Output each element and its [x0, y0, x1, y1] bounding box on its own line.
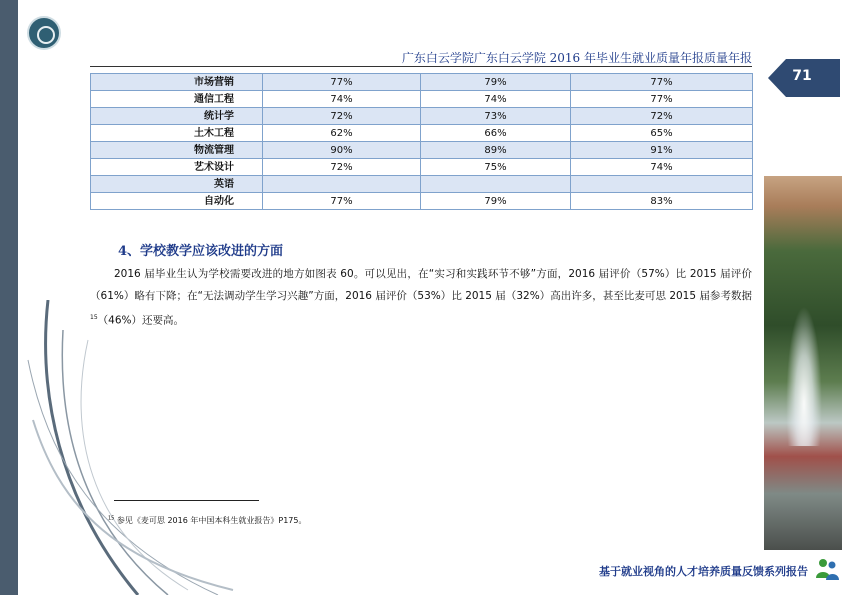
table-row: [91, 142, 753, 159]
fountain-spray: [786, 306, 822, 446]
table-cell: 73%: [421, 108, 571, 125]
table-cell: 77%: [571, 74, 753, 91]
table-cell: 77%: [263, 74, 421, 91]
table-row: [91, 176, 753, 193]
paragraph-text: 2016 届毕业生认为学校需要改进的地方如图表 60。可以见出，在“实习和实践环节不够”方面，2016 届评价（57%）比 2015 届评价（61%）略有下降；在“无法调动学生学习兴趣”方面，2016 届评价（53%）比 2015 届（32%）高出许多，甚至比麦可思 2015 届参考数据: [90, 268, 752, 302]
table-cell: 77%: [571, 91, 753, 108]
university-logo: [27, 16, 61, 50]
section-heading: 4、学校教学应该改进的方面: [118, 244, 284, 259]
table-row: [91, 74, 753, 91]
major-name: 物流管理: [91, 142, 263, 159]
table-cell: 74%: [421, 91, 571, 108]
footnote-divider: [114, 500, 259, 501]
table-cell: 74%: [263, 91, 421, 108]
table-cell: 72%: [263, 159, 421, 176]
major-name: 市场营销: [91, 74, 263, 91]
table-cell: 72%: [571, 108, 753, 125]
table-cell: 79%: [421, 74, 571, 91]
table-row: [91, 108, 753, 125]
table-row: [91, 125, 753, 142]
table-cell: 72%: [263, 108, 421, 125]
table-cell: 62%: [263, 125, 421, 142]
people-icon: [814, 556, 840, 582]
footnote: [108, 515, 306, 526]
major-name: 艺术设计: [91, 159, 263, 176]
major-name: 统计学: [91, 108, 263, 125]
page-number: 71: [792, 68, 812, 84]
decorative-swoosh: [18, 300, 238, 595]
footer-series-title: 基于就业视角的人才培养质量反馈系列报告: [599, 565, 808, 578]
table-cell: 89%: [421, 142, 571, 159]
table-cell: 75%: [421, 159, 571, 176]
table-cell: [263, 176, 421, 193]
table-cell: 65%: [571, 125, 753, 142]
major-name: 土木工程: [91, 125, 263, 142]
major-name: 通信工程: [91, 91, 263, 108]
table-cell: [571, 176, 753, 193]
major-name: 英语: [91, 176, 263, 193]
table-cell: 90%: [263, 142, 421, 159]
major-name: 自动化: [91, 193, 263, 210]
table-cell: 79%: [421, 193, 571, 210]
page-header-title: 广东白云学院广东白云学院 2016 年毕业生就业质量年报质量年报: [401, 51, 752, 65]
table-cell: [421, 176, 571, 193]
table-cell: 91%: [571, 142, 753, 159]
table-cell: 74%: [571, 159, 753, 176]
body-paragraph: [90, 263, 752, 332]
major-rating-table: [90, 73, 753, 210]
campus-fountain-photo: [764, 176, 842, 550]
footnote-marker: 15: [108, 515, 115, 522]
footnote-reference[interactable]: 15: [90, 314, 98, 321]
footnote-text: 参见《麦可思 2016 年中国本科生就业报告》P175。: [116, 516, 307, 525]
table-cell: 83%: [571, 193, 753, 210]
table-row: [91, 159, 753, 176]
left-sidebar-bar: [0, 0, 18, 595]
table-cell: 77%: [263, 193, 421, 210]
table-cell: 66%: [421, 125, 571, 142]
header-divider: [90, 66, 752, 67]
table-row: [91, 193, 753, 210]
table-row: [91, 91, 753, 108]
paragraph-text: （46%）还要高。: [97, 314, 184, 327]
